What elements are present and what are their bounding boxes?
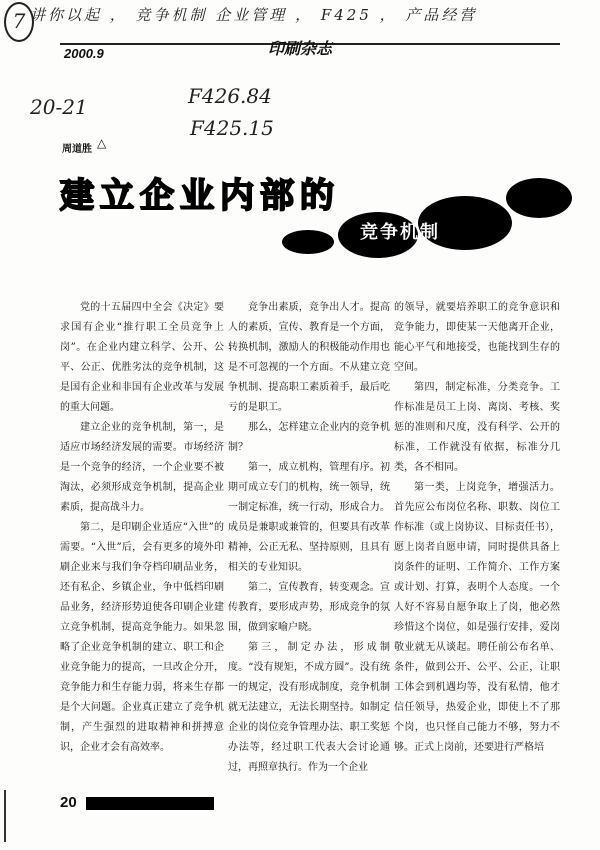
paragraph: 第二，是印刷企业适应“入世”的需要。“入世”后，会有更多的境外印刷企业来与我们争夺档印刷品业务，还有私企、乡镇企业，争中低档印刷品业务，经济形势迫使各印刷企业建立竞争机制，提高竞争能力。如果忽略了企业竞争机制的建立、职工和企业竞争能力的提高，一旦改企分开，竞争能力和生存能力弱，将来生存都是个大问题。企业真正建立了竞争机制，产生强烈的进取精神和拼搏意识，企业才会有高效率。 <box>60 522 224 753</box>
magazine-name: 印刷杂志 <box>268 39 333 58</box>
footer-page-number: 20 <box>60 794 77 811</box>
article-column-1 <box>60 298 224 758</box>
title-graphic-blob-1 <box>282 230 334 254</box>
paragraph: 党的十五届四中全会《决定》要求国有企业“推行职工全员竞争上岗”。在企业内建立科学、公开、公平、公正、优胜劣汰的竞争机制，这是国有企业和非国有企业改革与发展的重大问题。 <box>60 302 224 413</box>
top-handwritten-scribble: 讲你以起 ， 竞争机制 企业管理 ， F425 ， 产品经营 <box>30 6 478 24</box>
footer-bar <box>86 797 214 810</box>
paragraph: 第一类，上岗竞争，增强活力。首先应公布岗位名称、职数、岗位工作标准（或上岗协议、目标责任书），愿上岗者自愿申请，同时提供具备上岗条件的证明、工作简介、工作方案或计划、打算，表明个人态度。一个人好不容易自愿争取上了岗，他必然珍惜这个岗位，如是强行安排，爱岗敬业就无从谈起。聘任前公布名单、条件，做到公开、公平、公正，让职工体会到机遇均等，没有私情，他才信任领导，热爱企业，即使上不了那个岗，也只怪自己能力不够，努力不够。正式上岗前，还要进行严格培 <box>394 482 560 753</box>
article-column-3 <box>394 298 560 758</box>
paragraph: 竞争出素质，竞争出人才。提高人的素质，宣传、教育是一个方面，转换机制，激励人的积极能动作用也是不可忽视的一个方面。不从建立竞争机制、提高职工素质着手，最后吃亏的是职工。 <box>228 302 390 413</box>
issue-date: 2000.9 <box>64 46 104 61</box>
circled-number-annotation: 7 <box>4 2 34 42</box>
paragraph: 建立企业的竞争机制，第一，是适应市场经济发展的需要。市场经济是一个竞争的经济，一个企业要不被淘汰，必须形成竞争机制，提高企业素质，提高战斗力。 <box>60 422 224 513</box>
author-mark: △ <box>97 136 107 150</box>
article-title: 建立企业内部的 <box>60 176 340 216</box>
handwritten-classification-code-1: F426.84 <box>188 84 272 108</box>
article-column-2 <box>228 298 390 778</box>
paragraph: 第二，宣传教育，转变观念。宣传教育，要形成声势，形成竞争的氛围，做到家喻户晓。 <box>228 582 390 633</box>
handwritten-classification-code-2: F425.15 <box>190 116 274 140</box>
paragraph: 那么，怎样建立企业内的竞争机制？ <box>228 422 390 453</box>
title-graphic-text: 竞争机制 <box>360 222 440 243</box>
author-name: 周道胜 <box>62 144 92 155</box>
paragraph: 的领导，就要培养职工的竞争意识和竞争能力，即使某一天他离开企业，能心平气和地接受，也能找到生存的空间。 <box>394 302 560 373</box>
margin-pen-mark <box>4 790 6 842</box>
paragraph: 第四，制定标准，分类竞争。工作标准是员工上岗、离岗、考核、奖惩的准则和尺度，没有科学、公开的标准，工作就没有依据，标准分几类，各不相同。 <box>394 382 560 473</box>
paragraph: 第一，成立机构，管理有序。初期可成立专门的机构，统一领导，统一制定标准，统一行动，形成合力。成员是兼职或兼管的，但要具有改革精神，公正无私、坚持原则，且具有相关的专业知识。 <box>228 462 390 573</box>
handwritten-page-range: 20-21 <box>30 95 88 119</box>
title-graphic-blob-4 <box>506 178 572 218</box>
paragraph: 第三，制定办法，形成制度。“没有规矩，不成方圆”。没有统一的规定，没有形成制度，竞争机制就无法建立，无法长期坚持。如制定企业的岗位竞争管理办法、职工奖惩办法等，经过职工代表大会讨论通过，再照章执行。作为一个企业 <box>228 642 390 773</box>
